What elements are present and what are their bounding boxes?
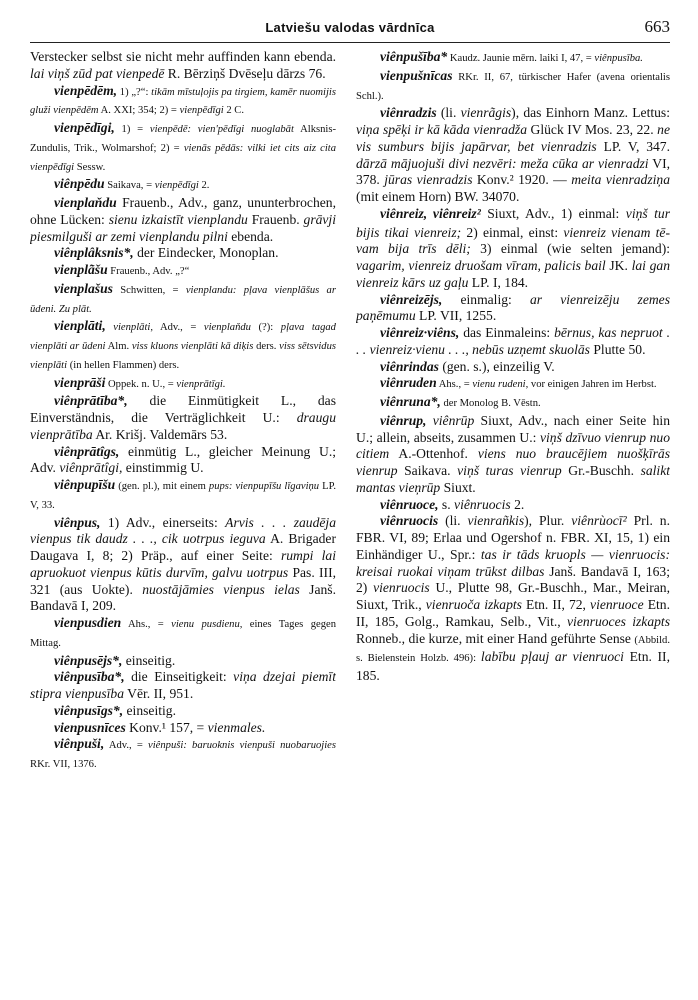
dictionary-entry [356,105,670,206]
dictionary-entry [356,325,670,359]
entry-text: Verstecker selbst sie nicht mehr auffinden kann ebenda. [30,49,336,64]
entry-text-small: Alksnis-Zundulis, Trik., Wolmarshof; 2) = [30,124,336,154]
entry-text: LP. VII, 1255. [415,308,497,324]
header-rule [30,42,670,43]
entry-text: R. Bērziņš Dvēseļu dārzs 76. [164,65,326,81]
entry-text: s. [438,496,455,512]
example-text: salikt mantas vieņrūp [356,463,670,495]
headword: viênpēdu [54,176,105,192]
example-text-small: vienpēdīgi [154,180,199,192]
example-text: nuostājāmies vienpus ielas [142,581,300,597]
dictionary-entry [30,703,336,720]
example-text: grāvji piesmilguši ar zemi vienplandu pilni [30,211,336,244]
dictionary-entry [30,615,336,653]
entry-text-small: Saikava, = [104,180,155,192]
entry-text: einseitig. [122,652,176,668]
entry-text-small: 1) „?“: [117,86,152,98]
dictionary-entry [30,318,336,374]
example-text-small: pļava tagad vienplāti ar ūdeni [30,322,336,352]
example-text-small: vienpēdē: vien'pēdīgi nuoglabāt [149,124,294,135]
page-number: 663 [644,17,670,36]
entry-text: LP. V, 347. [596,138,670,154]
entry-text: Janš. Bandavā I, 209. [30,581,336,614]
entry-text: einmalig: [442,291,530,307]
entry-text-small: Oppek. n. U., = [105,378,177,390]
entry-text: Ar. Krišj. Valdemārs 53. [92,426,228,442]
entry-text-small: Ahs., = [436,379,473,391]
entry-text-small: (Abbild. s. Bielenstein Holzb. 496): [356,634,670,665]
entry-text: A.-Ottenhof. [389,446,478,462]
example-text-small: vienprātīgi. [176,378,226,390]
dictionary-entry [356,375,670,394]
example-text: rumpi lai apruokuot vienpus kūtis durvīm, galvu uotrpus [30,548,336,580]
dictionary-entry [30,49,336,83]
entry-text: VI, 378. [356,155,670,188]
entry-text-small: (in hellen Flammen) ders. [67,359,180,371]
example-text-small: vienplaňdu [203,322,251,334]
headword: viênplâksnis*, [54,245,134,261]
entry-text: U., Plutte 98, Gr.-Buschh., Mar., Meiran, Siuxt, Trik., [356,580,670,612]
example-text-small: vienpēdīgi [179,105,224,117]
headword: viênreizējs, [380,291,443,307]
entry-text-small: Adv., = [104,740,149,752]
example-text: vienruoce [590,597,644,612]
entry-text: die Einseitigkeit: [124,669,234,685]
example-text-small: viênpusība. [594,53,643,64]
headword: viênruocis [380,513,439,529]
entry-text-small: LP. V, 33. [30,481,336,511]
entry-text: Ronneb., die kurze, mit einer Hand geführte Sense [356,630,635,646]
entry-text: (mit einem Horn) BW. 34070. [356,189,520,204]
headword: viênpusība*, [54,669,125,685]
entry-text: Janš. Bandavā I, 163; 2) [356,563,670,596]
headword: vienprāši [54,374,106,390]
dictionary-entry [30,393,336,443]
entry-text: Gr.-Buschh. [561,463,641,478]
headword: viênpuši, [54,736,105,752]
headword: viênrindas [380,358,439,374]
dictionary-entry [356,292,670,326]
dictionary-entry [356,413,670,497]
entry-text: 1) Adv., einerseits: [100,514,226,530]
example-text-small: viênpuši: baruoknis vienpuši nuobaruojies [148,740,336,752]
entry-text-small: Kaudz. Jaunie mērn. laiki I, 47, = [447,53,595,64]
page-header [30,16,670,44]
example-text: ar vienreizēju zemes paņēmumu [356,291,670,324]
entry-text-small: A. XXI; 354; 2) = [98,105,180,117]
entry-text: die Einmütigkeit L., das Einverständnis, die Verträglichkeit U.: [30,393,336,425]
page-title: Latviešu valodas vārdnīca [265,20,435,35]
example-text: viênrūp [432,412,475,428]
right-column [356,49,670,995]
entry-text: Frauenb. [247,211,304,227]
entry-text-small: Ahs., = [121,619,172,630]
headword: viênreiz² [432,205,481,221]
example-text: draugu vienprātība [30,410,336,442]
dictionary-entry [356,497,670,514]
headword: viênprātîgs, [54,443,120,459]
entry-text-small: Schwitten, = [112,284,186,296]
entry-text: 2. [510,496,525,512]
headword: vienpusdien [54,615,122,630]
headword: viênreiz, [380,205,428,221]
entry-text: LP. I, 184. [468,274,529,290]
example-text: viņa dzejai piemīt stipra vienpusība [30,669,336,701]
dictionary-entry [356,394,670,413]
entry-text: Frauenb., Adv., ganz, ununterbrochen, ohne Lücken: [30,195,336,227]
dictionary-entry [30,515,336,616]
dictionary-entry [30,444,336,478]
headword: viênradzis [380,105,437,121]
headword: viênprātība*, [54,393,128,409]
entry-text: Pas. III, 321 (aus Uokte). [30,564,336,597]
example-text: viņš turas vienrup [457,463,562,478]
headword: viênreiz·viêns, [380,325,460,340]
entry-text: Siuxt. [440,479,476,495]
dictionary-entry [30,477,336,515]
example-text: viênruocis [454,496,511,512]
example-text: Arvis . . . zaudēja vienpus tik daudz . . ., cik uotrpus ieguva [30,514,336,547]
entry-text: (gen. s.), einzeilig V. [438,358,555,374]
entry-text-small: vor einigen Jahren im Herbst. [528,379,657,391]
entry-text: Glück IV Mos. 23, 22. [527,122,658,137]
entry-text: der Eindecker, Monoplan. [133,245,279,261]
example-text: vienreiz vienam tēvam bija trīs dēli; [356,224,670,257]
example-text-small: vienplandu: pļava vienplāšus ar ūdeni. Zu plāt. [30,284,336,315]
entry-text: Prl. n. FBR. VI, 89; Erlaa und Ogershof n. FBR. XI, 15, 1) ein Einhändiger U., Spr.: [356,513,670,562]
example-text-small: viss sētsvidus vienplāti [30,341,336,371]
entry-text-small: 1) = [114,124,150,135]
example-text: viņš dzīvuo vienrup nuo citiem [356,429,670,462]
entry-text: Konv.¹ 157, = [125,719,208,735]
example-text-small: vienās pēdās: vilki iet cits aiz cita vienpēdīgi [30,142,336,173]
dictionary-entry [356,513,670,685]
entry-text: 3) einmal (wie selten jemand): [470,241,670,257]
entry-text-small: 2. [198,180,210,192]
entry-text: Saikava. [397,463,458,478]
headword: vienplāti, [54,318,106,334]
headword: viênruden [380,375,437,391]
entry-text: einseitig. [123,702,176,718]
example-text: jūras vienradzis [384,172,473,188]
dictionary-entry [30,720,336,737]
headword: viênpus, [54,514,101,530]
example-text: dārzā mājuojuši divi nezvēri: meža cūka ar vienradzi [356,155,649,171]
example-text-small: vienu rudeni, [472,379,529,391]
entry-text: einstimmig U. [122,460,204,476]
entry-text: Etn. II, 185, Golg., Ramkau, Selb., Vit., [356,597,670,629]
entry-text: (li. [436,105,461,121]
left-column [30,49,336,995]
headword: viênpupīšu [54,477,116,492]
headword: vienpēdēm, [54,82,118,98]
example-text: ne vis sumburs bijis japārvar, bet vienradzis [356,122,670,154]
headword: vienpušnīcas [380,67,453,83]
entry-text: Plutte 50. [589,341,646,357]
headword: viênrup, [380,412,427,428]
headword: vienplašus [54,280,113,296]
example-text: vienrãgis [460,105,512,121]
headword: viênruoce, [380,496,439,512]
example-text: vienruoča izkapts [425,597,522,612]
dictionary-entry [30,375,336,394]
headword: vienpēdīgi, [54,120,115,135]
example-text-small: viss kluons vienplāti kā diķis [131,341,254,352]
example-text: viņš tur bijis tikai vienreiz; [356,205,670,240]
entry-text: (li. [438,513,468,529]
entry-text-small: der Monolog B. Vēstn. [440,398,541,409]
example-text: sienu izkaistīt vienplandu [108,211,248,227]
example-text: lai gan vienreiz kārs uz gaļu [356,258,670,290]
entry-text-small: , Adv., = [150,322,204,334]
example-text: viens nuo braucējiem nuošķīrās vienrup [356,446,670,478]
entry-text-small: RKr. II, 67, türkischer Hafer (avena orientalis Schl.). [356,71,670,102]
example-text: meita vienradziņa [571,172,670,188]
dictionary-entry [356,49,670,68]
entry-text: Konv.² 1920. — [472,172,572,188]
example-text: vienmales. [207,719,266,735]
headword: vienpusnīces [54,719,126,735]
entry-text: ), Plur. [524,513,572,529]
example-text-small: pups: vienpupīšu līgaviņu [208,481,320,492]
example-text-small: tikām mīstuļojis pa tirgiem, kamēr nuomijis gluži vienpēdēm [30,86,336,117]
entry-text-small: (?): [250,322,281,334]
entry-text-small: Alm. [105,341,132,352]
entry-text: Etn. II, 185. [356,649,670,683]
headword: viênpusējs*, [54,652,123,668]
headword: vienplãšu [54,262,108,277]
entry-text-small: eines Tages gegen Mittag. [30,619,336,649]
example-text: lai viņš zūd pat vienpedē [30,65,165,81]
example-text: viênrùocī² [571,513,627,529]
example-text: tas ir tāds kruopls — vienruocis: kreisai ruokai viņam trūkst dilbas [356,546,670,579]
dictionary-entry [30,669,336,703]
entry-text: das Einmaleins: [459,325,555,340]
entry-text-small: RKr. VII, 1376. [30,759,97,770]
entry-text: JK. [605,258,632,273]
example-text: vienruoces izkapts [567,613,670,629]
dictionary-entry [356,68,670,106]
entry-text: Siuxt, Adv., nach einer Seite hin U.; allein, abseits, zusammen U.: [356,412,670,445]
example-text: labību pļauj ar vienruoci [480,649,624,665]
example-text: vienrañkis [467,513,525,529]
dictionary-entry [30,245,336,262]
entry-text-small: Sessw. [74,161,106,173]
example-text-small: vienplāti [113,322,151,334]
entry-text: einmütig L., gleicher Meinung U.; Adv. [30,443,336,476]
dictionary-entry [356,359,670,376]
dictionary-entry [30,262,336,281]
entry-text: Vēr. II, 951. [124,686,194,701]
dictionary-entry [30,281,336,319]
headword: vienplaňdu [54,195,117,210]
headword: viênpusīgs*, [54,702,124,718]
headword: viênpušība* [380,49,448,64]
dictionary-entry [30,736,336,774]
entry-text: 2) einmal, einst: [461,224,564,240]
entry-text: Etn. II, 72, [521,597,591,612]
example-text: vagarim, vienreiz druošam vīram, palicis bail [356,258,606,273]
headword: viênruna*, [380,394,441,409]
entry-text: ebenda. [227,228,274,244]
dictionary-entry [30,195,336,245]
entry-text: A. Brigader Daugava I, 8; 2) Präp., auf einer Seite: [30,531,336,563]
dictionary-entry [356,206,670,292]
dictionary-entry [30,120,336,176]
entry-text: Siuxt, Adv., 1) einmal: [480,205,626,221]
dictionary-entry [30,83,336,121]
entry-text-small: ders. [253,341,280,352]
entry-text-small: (gen. pl.), mit einem [115,481,209,492]
entry-text-small: Frauenb., Adv. „?“ [107,266,190,277]
dictionary-entry [30,176,336,195]
dictionary-entry [30,653,336,670]
example-text: vienruocis [373,580,430,596]
example-text-small: vienu pusdienu, [171,619,243,630]
entry-text-small: 2 C. [223,105,244,117]
entry-text: ), das Einhorn Manz. Lettus: [511,105,670,121]
example-text: bērnus, kas nepruot . . . vienreiz·vienu . . ., nebūs uzņemt skuolās [356,325,670,357]
example-text: viņa spēķi ir kā kāda vienradža [356,122,527,137]
example-text: viênprātîgi, [59,460,123,476]
